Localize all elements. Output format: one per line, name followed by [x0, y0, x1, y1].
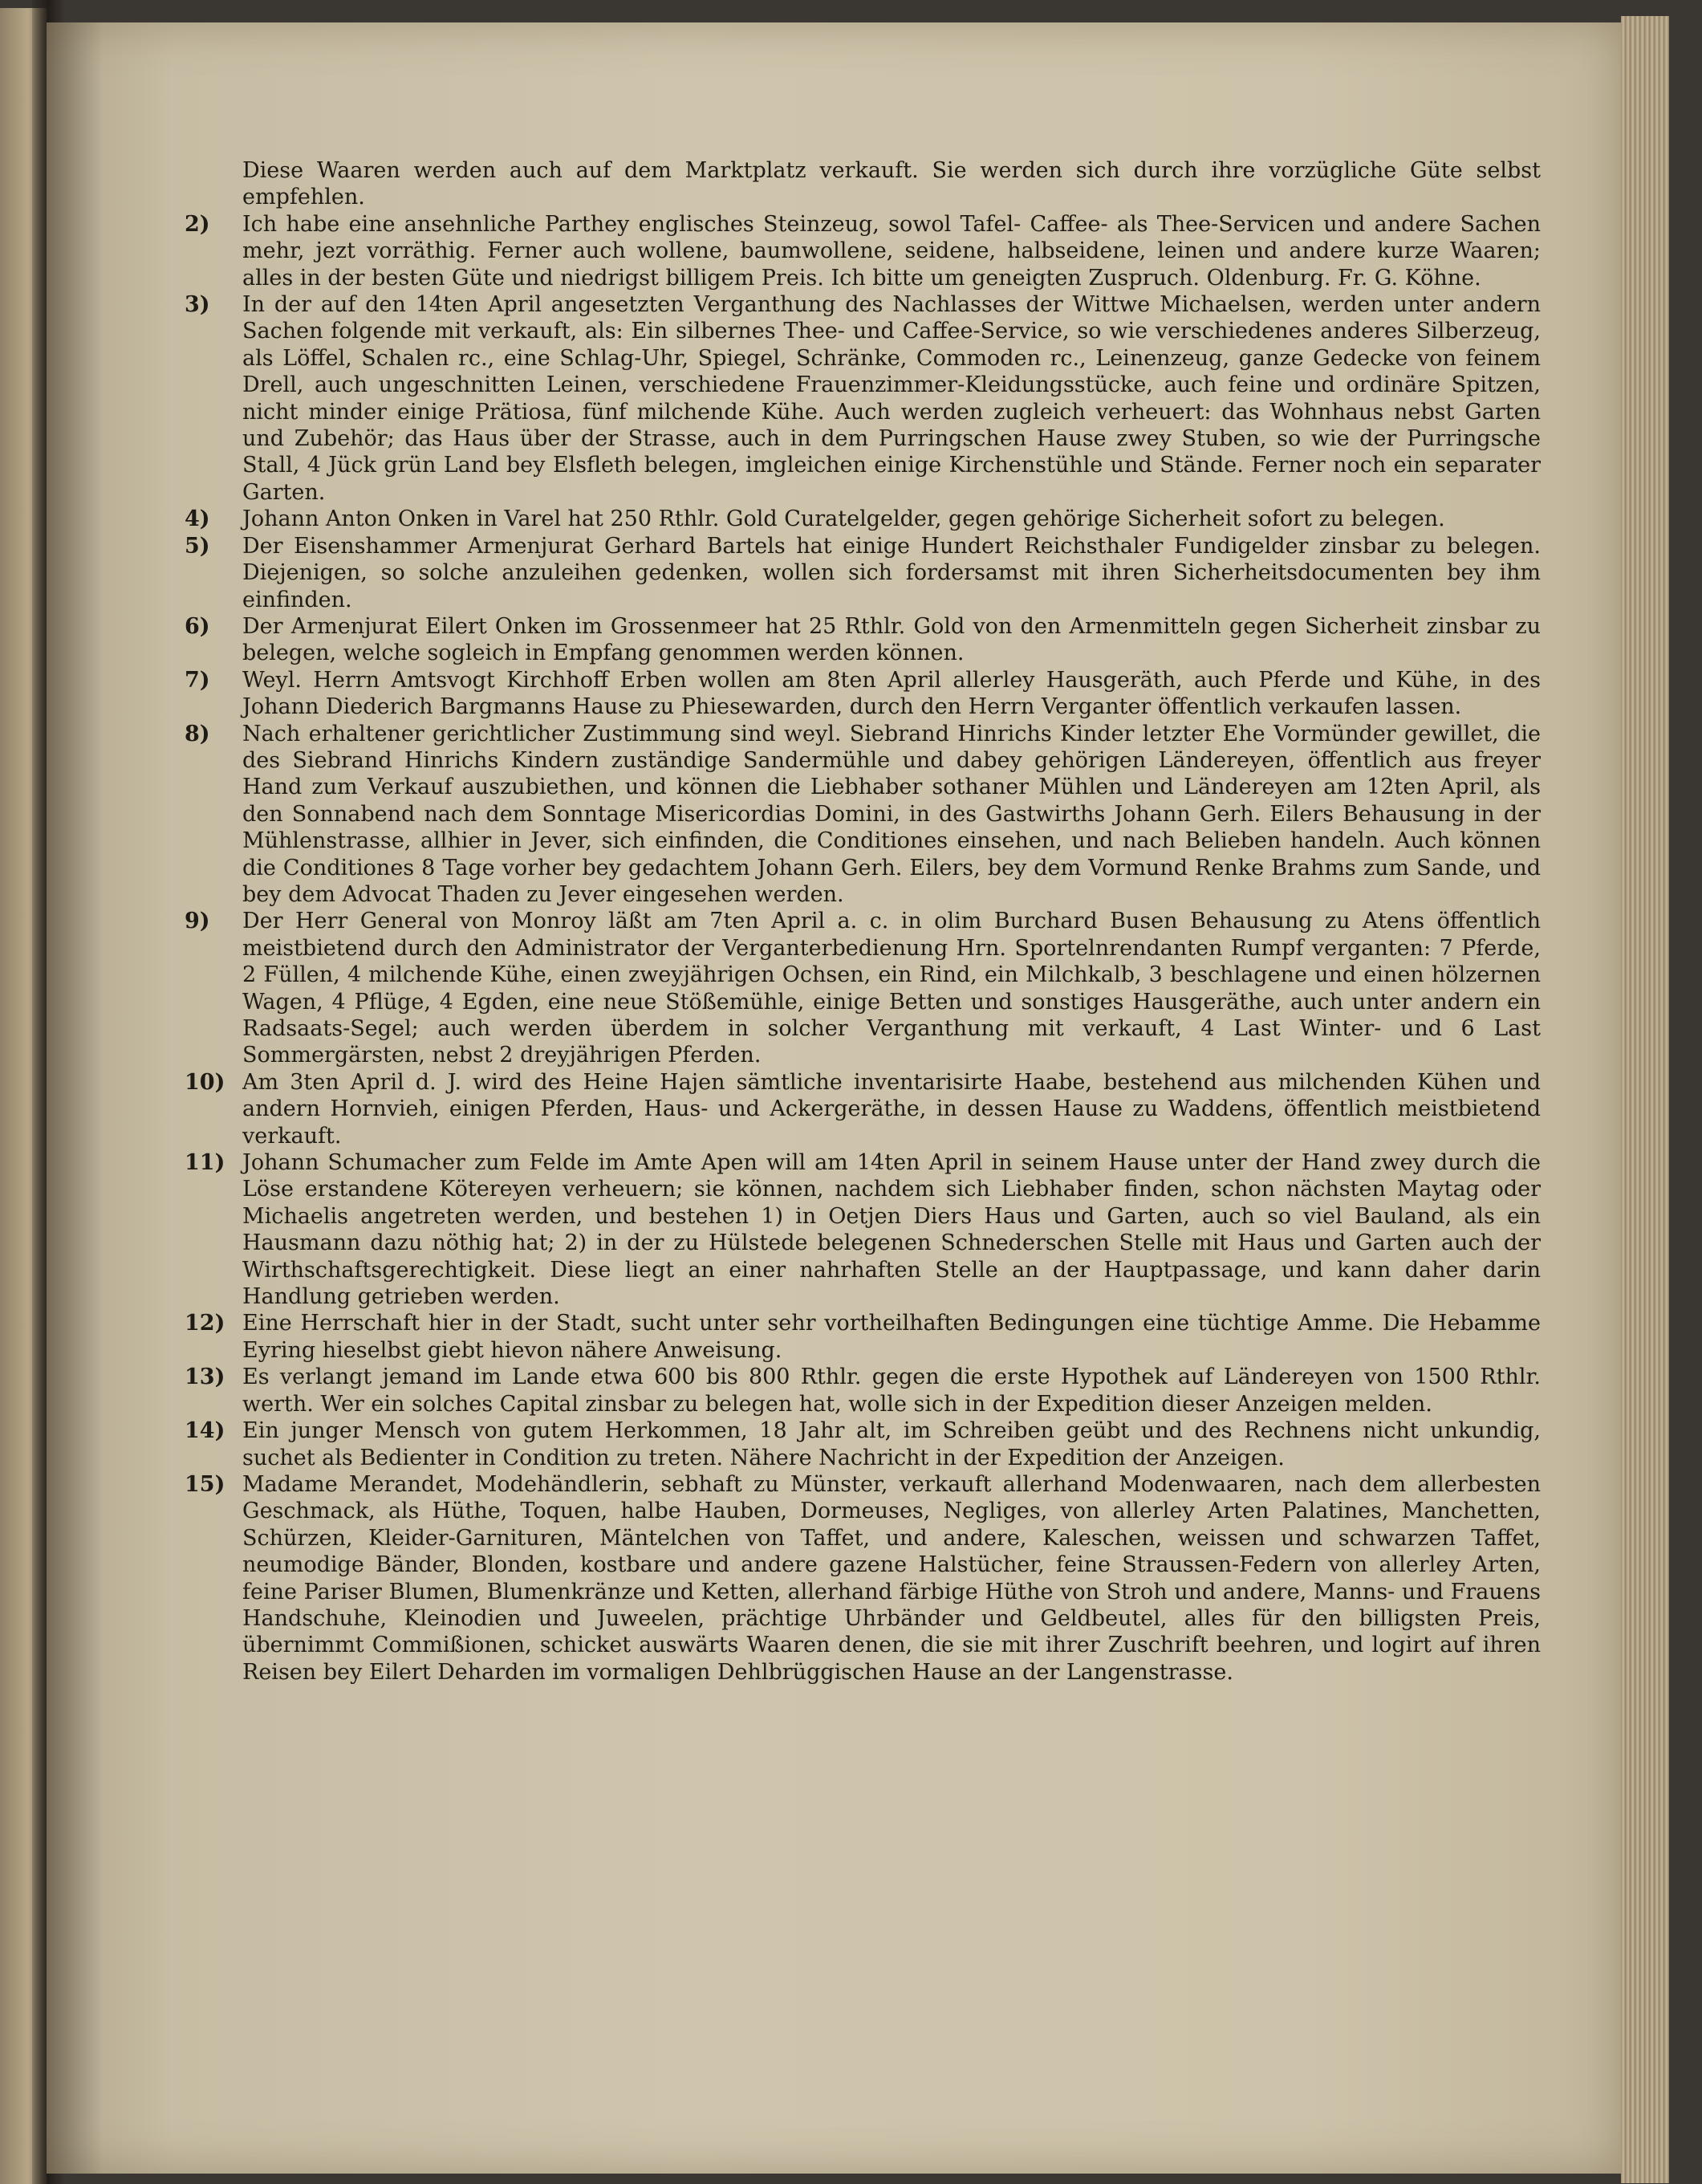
entry-number: 8)	[185, 721, 210, 746]
entry-text: Der Armenjurat Eilert Onken im Grossenmeer hat 25 Rthlr. Gold von den Armenmitteln gegen Sicherheit zinsbar zu belegen, welche sogleich in Empfang genommen werden können.	[242, 613, 1541, 666]
entry-number: 9)	[185, 909, 210, 934]
entry-number: 3)	[185, 292, 210, 318]
fold-shadow	[47, 22, 103, 2174]
entry-number: 11)	[185, 1150, 225, 1176]
entry-number: 6)	[185, 613, 210, 639]
notice-entry	[185, 291, 1541, 506]
entry-number: 4)	[185, 506, 210, 532]
entry-text: Der Herr General von Monroy läßt am 7ten April a. c. in olim Burchard Busen Behausung zu Atens öffentlich meistbietend durch den Administrator der Verganterbedienung Hrn. Sportelnrendanten Rumpf verganten: 7 Pferde, 2 Füllen, 4 milchende Kühe, einen zweyjährigen Ochsen, ein Rind, ein Milchkalb, 3 beschlagene und einen hölzernen Wagen, 4 Pflüge, 4 Egden, eine neue Stößemühle, einige Betten und sonstiges Hausgeräthe, auch unter andern ein Radsaats-Segel; auch werden überdem in solcher Verganthung mit verkauft, 4 Last Winter- und 6 Last Sommergärsten, nebst 2 dreyjährigen Pferden.	[242, 909, 1541, 1068]
entry-text: Ein junger Mensch von gutem Herkommen, 18 Jahr alt, im Schreiben geübt und des Rechnens nicht unkundig, suchet als Bedienter in Condition zu treten. Nähere Nachricht in der Expedition der Anzeigen.	[242, 1418, 1541, 1470]
notice-entry	[185, 1310, 1541, 1364]
entry-text: Eine Herrschaft hier in der Stadt, sucht unter sehr vortheilhaften Bedingungen eine tüchtige Amme. Die Hebamme Eyring hieselbst giebt hievon nähere Anweisung.	[242, 1311, 1541, 1363]
entry-text: Am 3ten April d. J. wird des Heine Hajen sämtliche inventarisirte Haabe, bestehend aus milchenden Kühen und andern Hornvieh, einigen Pferden, Haus- und Ackergeräthe, in dessen Hause zu Waddens, öffentlich meistbietend verkauft.	[242, 1069, 1541, 1149]
entry-text: Johann Schumacher zum Felde im Amte Apen will am 14ten April in seinem Hause unter der Hand zwey durch die Löse erstandene Kötereyen verheuern; sie können, nachdem sich Liebhaber finden, schon nächsten Maytag oder Michaelis angetreten werden, und bestehen 1) in Oetjen Diers Haus und Garten, auch so viel Bauland, als ein Hausmann dazu nöthig hat; 2) in der zu Hülstede belegenen Schnederschen Stelle mit Haus und Garten auch der Wirthschaftsgerechtigkeit. Diese liegt an einer nahrhaften Stelle an der Hauptpassage, und kann daher darin Handlung getrieben werden.	[242, 1150, 1541, 1310]
notice-entry	[185, 533, 1541, 613]
entry-number: 10)	[185, 1069, 225, 1095]
page-stack-edge	[1621, 16, 1669, 2183]
notice-entry	[185, 1471, 1541, 1686]
entry-number: 12)	[185, 1311, 225, 1336]
entry-text: Ich habe eine ansehnliche Parthey englisches Steinzeug, sowol Tafel- Caffee- als Thee-Servicen und andere Sachen mehr, jezt vorräthig. Ferner auch wollene, baumwollene, seidene, halbseidene, leinen und andere kurze Waaren; alles in der besten Güte und niedrigst billigem Preis. Ich bitte um geneigten Zuspruch. Oldenburg. Fr. G. Köhne.	[242, 211, 1541, 291]
notice-entry	[185, 1069, 1541, 1149]
intro-paragraph: Diese Waaren werden auch auf dem Marktplatz verkauft. Sie werden sich durch ihre vorzügliche Güte selbst empfehlen.	[242, 158, 1541, 210]
notice-entry	[185, 613, 1541, 667]
page-text	[185, 157, 1541, 1686]
notice-entry	[185, 211, 1541, 291]
notice-entry	[185, 1364, 1541, 1417]
entry-text: Madame Merandet, Modehändlerin, sebhaft zu Münster, verkauft allerhand Modenwaaren, nach dem allerbesten Geschmack, als Hüthe, Toquen, halbe Hauben, Dormeuses, Negliges, von allerley Arten Palatines, Manchetten, Schürzen, Kleider-Garnituren, Mäntelchen von Taffet, und andere, Kaleschen, weissen und schwarzen Taffet, neumodige Bänder, Blonden, kostbare und andere gazene Halstücher, feine Straussen-Federn von allerley Arten, feine Pariser Blumen, Blumenkränze und Ketten, allerhand färbige Hüthe von Stroh und andere, Manns- und Frauens Handschuhe, Kleinodien und Juweelen, prächtige Uhrbänder und Geldbeutel, alles für den billigsten Preis, übernimmt Commißionen, schicket auswärts Waaren denen, die sie mit ihrer Zuschrift beehren, und logirt auf ihren Reisen bey Eilert Deharden im vormaligen Dehlbrüggischen Hause an der Langenstrasse.	[242, 1471, 1541, 1685]
entry-text: Johann Anton Onken in Varel hat 250 Rthlr. Gold Curatelgelder, gegen gehörige Sicherheit sofort zu belegen.	[242, 506, 1445, 532]
entry-number: 5)	[185, 533, 210, 559]
entry-number: 13)	[185, 1364, 225, 1390]
entry-number: 15)	[185, 1471, 225, 1497]
entry-text: Weyl. Herrn Amtsvogt Kirchhoff Erben wollen am 8ten April allerley Hausgeräth, auch Pferde und Kühe, in des Johann Diederich Bargmanns Hause zu Phiesewarden, durch den Herrn Verganter öffentlich verkaufen lassen.	[242, 667, 1541, 720]
entry-text: Der Eisenshammer Armenjurat Gerhard Bartels hat einige Hundert Reichsthaler Fundigelder zinsbar zu belegen. Diejenigen, so solche anzuleihen gedenken, wollen sich fordersamst mit ihren Sicherheitsdocumenten bey ihm einfinden.	[242, 533, 1541, 612]
notice-entry	[185, 1149, 1541, 1310]
entry-text: Es verlangt jemand im Lande etwa 600 bis 800 Rthlr. gegen die erste Hypothek auf Ländereyen von 1500 Rthlr. werth. Wer ein solches Capital zinsbar zu belegen hat, wolle sich in der Expedition dieser Anzeigen melden.	[242, 1364, 1541, 1417]
notice-entry	[185, 1417, 1541, 1471]
entry-number: 14)	[185, 1418, 225, 1444]
notice-entry	[185, 667, 1541, 721]
notice-entry	[185, 721, 1541, 909]
notice-entry	[185, 908, 1541, 1068]
entry-number: 2)	[185, 211, 210, 237]
notice-entry	[185, 506, 1541, 532]
entry-text: Nach erhaltener gerichtlicher Zustimmung sind weyl. Siebrand Hinrichs Kinder letzter Ehe Vormünder gewillet, die des Siebrand Hinrichs Kindern zuständige Sandermühle und dabey gehörigen Ländereyen, öffentlich aus freyer Hand zum Verkauf auszubiethen, und können die Liebhaber sothaner Mühlen und Ländereyen am 12ten April, als den Sonnabend nach dem Sonntage Misericordias Domini, in des Gastwirths Johann Gerh. Eilers Behausung in der Mühlenstrasse, allhier in Jever, sich einfinden, die Conditiones einsehen, und nach Belieben handeln. Auch können die Conditiones 8 Tage vorher bey gedachtem Johann Gerh. Eilers, bey dem Vormund Renke Brahms zum Sande, und bey dem Advocat Thaden zu Jever eingesehen werden.	[242, 721, 1541, 907]
entry-number: 7)	[185, 667, 210, 693]
entry-text: In der auf den 14ten April angesetzten Verganthung des Nachlasses der Wittwe Michaelsen, werden unter andern Sachen folgende mit verkauft, als: Ein silbernes Thee- und Caffee-Service, so wie verschiedenes anderes Silberzeug, als Löffel, Schalen rc., eine Schlag-Uhr, Spiegel, Schränke, Commoden rc., Leinenzeug, ganze Gedecke von feinem Drell, auch ungeschnitten Leinen, verschiedene Frauenzimmer-Kleidungsstücke, auch feine und ordinäre Spitzen, nicht minder einige Prätiosa, fünf milchende Kühe. Auch werden zugleich verheuert: das Wohnhaus nebst Garten und Zubehör; das Haus über der Strasse, auch in dem Purringschen Hause zwey Stuben, so wie der Purringsche Stall, 4 Jück grün Land bey Elsfleth belegen, imgleichen einige Kirchenstühle und Stände. Ferner noch ein separater Garten.	[242, 292, 1541, 505]
